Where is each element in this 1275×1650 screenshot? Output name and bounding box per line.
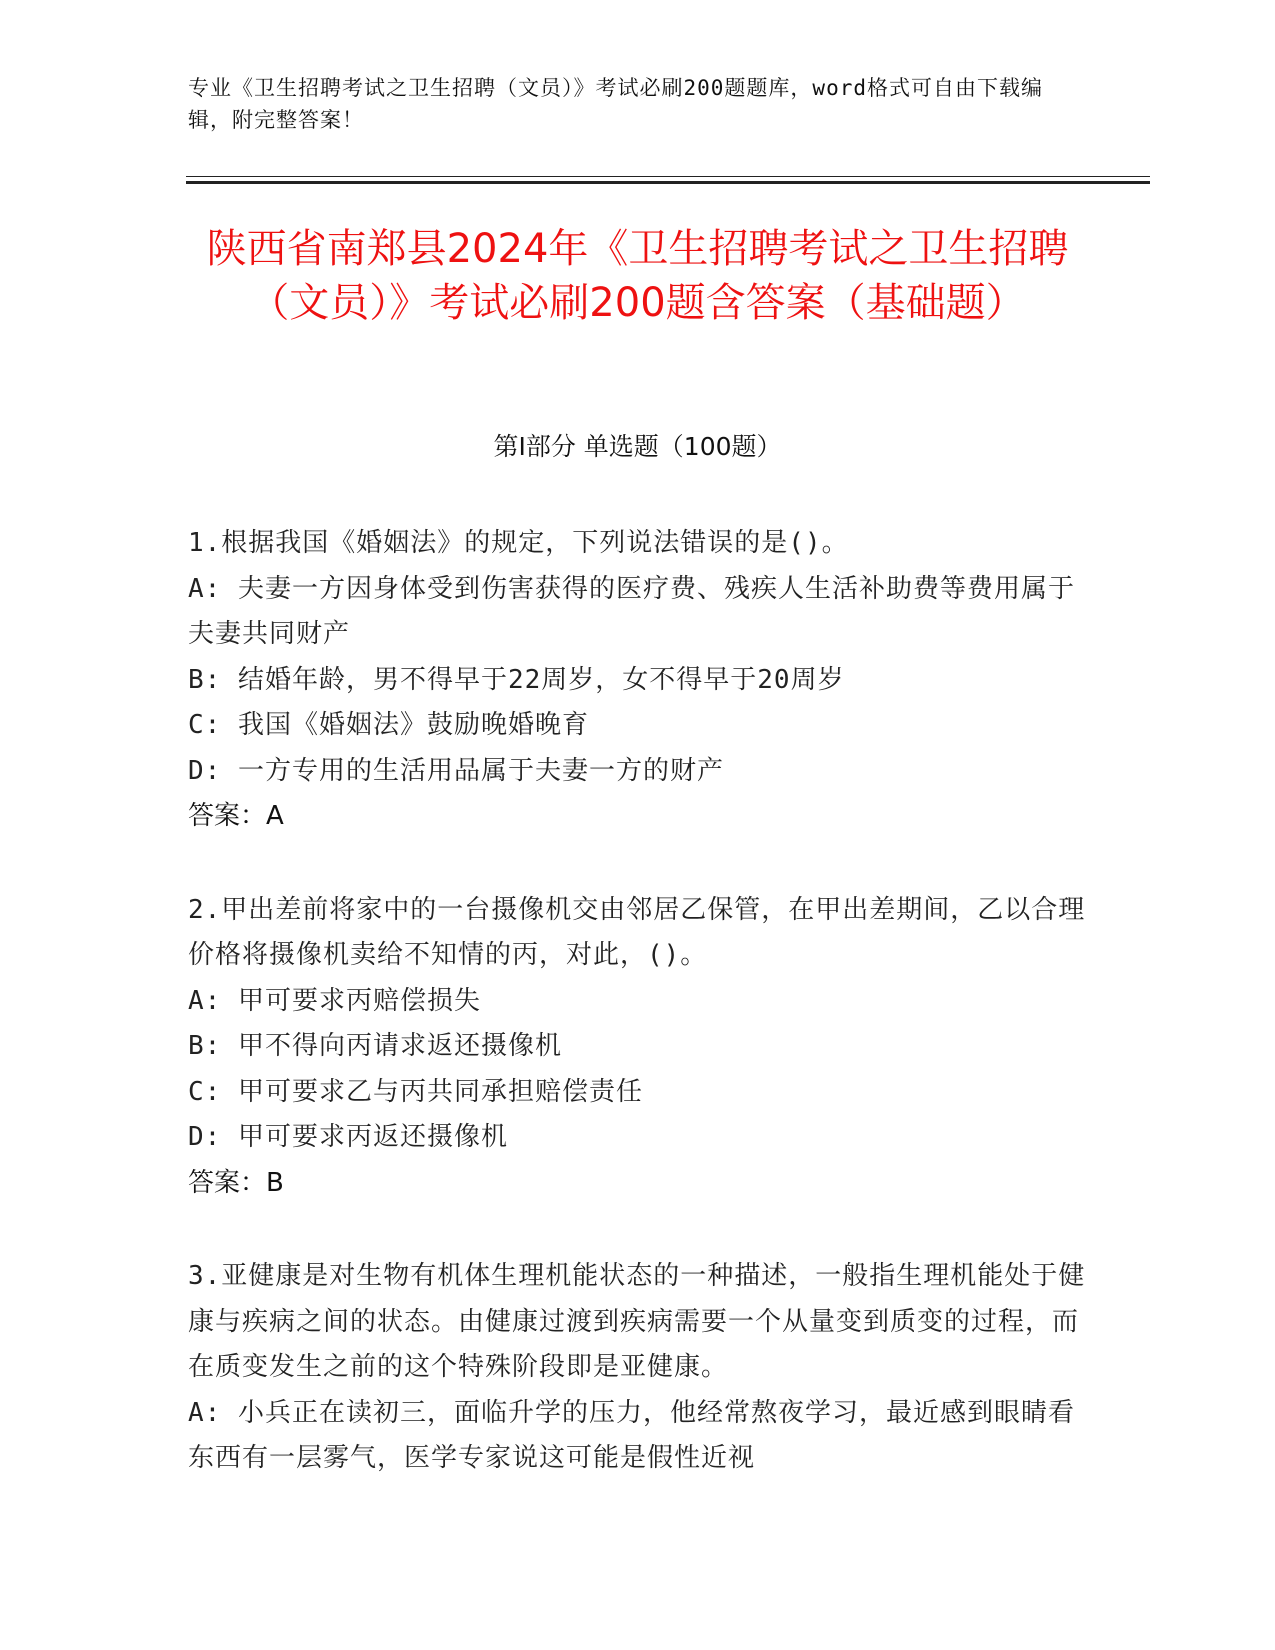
document-title: 陕西省南郑县2024年《卫生招聘考试之卫生招聘（文员）》考试必刷200题含答案（基础题）	[206, 226, 1069, 326]
header-divider-thin	[186, 176, 1150, 177]
question-stem: 3.亚健康是对生物有机体生理机能状态的一种描述，一般指生理机能处于健康与疾病之间的状态。由健康过渡到疾病需要一个从量变到质变的过程，而在质变发生之前的这个特殊阶段即是亚健康。	[188, 1261, 1086, 1382]
option-d: D: 一方专用的生活用品属于夫妻一方的财产	[188, 755, 724, 786]
answer-line: 答案：B	[188, 1167, 284, 1198]
question-item	[188, 888, 1088, 1207]
question-list	[188, 521, 1088, 1530]
question-item	[188, 521, 1088, 840]
option-c: C: 我国《婚姻法》鼓励晚婚晚育	[188, 710, 589, 740]
answer-line: 答案：A	[188, 801, 284, 831]
question-stem: 1.根据我国《婚姻法》的规定，下列说法错误的是()。	[188, 528, 849, 558]
question-item	[188, 1254, 1088, 1482]
header-divider-thick	[186, 181, 1150, 184]
section-heading: 第I部分 单选题（100题）	[493, 432, 782, 461]
option-b: B: 甲不得向丙请求返还摄像机	[188, 1031, 562, 1061]
question-stem: 2.甲出差前将家中的一台摄像机交由邻居乙保管，在甲出差期间，乙以合理价格将摄像机卖给不知情的丙，对此，()。	[188, 894, 1086, 970]
option-b: B: 结婚年龄，男不得早于22周岁，女不得早于20周岁	[188, 664, 845, 695]
option-d: D: 甲可要求丙返还摄像机	[188, 1122, 508, 1152]
option-a: A: 小兵正在读初三，面临升学的压力，他经常熬夜学习，最近感到眼睛看东西有一层雾气，医学专家说这可能是假性近视	[188, 1397, 1075, 1473]
option-a: A: 甲可要求丙赔偿损失	[188, 985, 481, 1016]
header-note: 专业《卫生招聘考试之卫生招聘（文员）》考试必刷200题题库，word格式可自由下载编辑，附完整答案！	[188, 76, 1043, 132]
option-a: A: 夫妻一方因身体受到伤害获得的医疗费、残疾人生活补助费等费用属于夫妻共同财产	[188, 573, 1075, 649]
option-c: C: 甲可要求乙与丙共同承担赔偿责任	[188, 1076, 643, 1107]
